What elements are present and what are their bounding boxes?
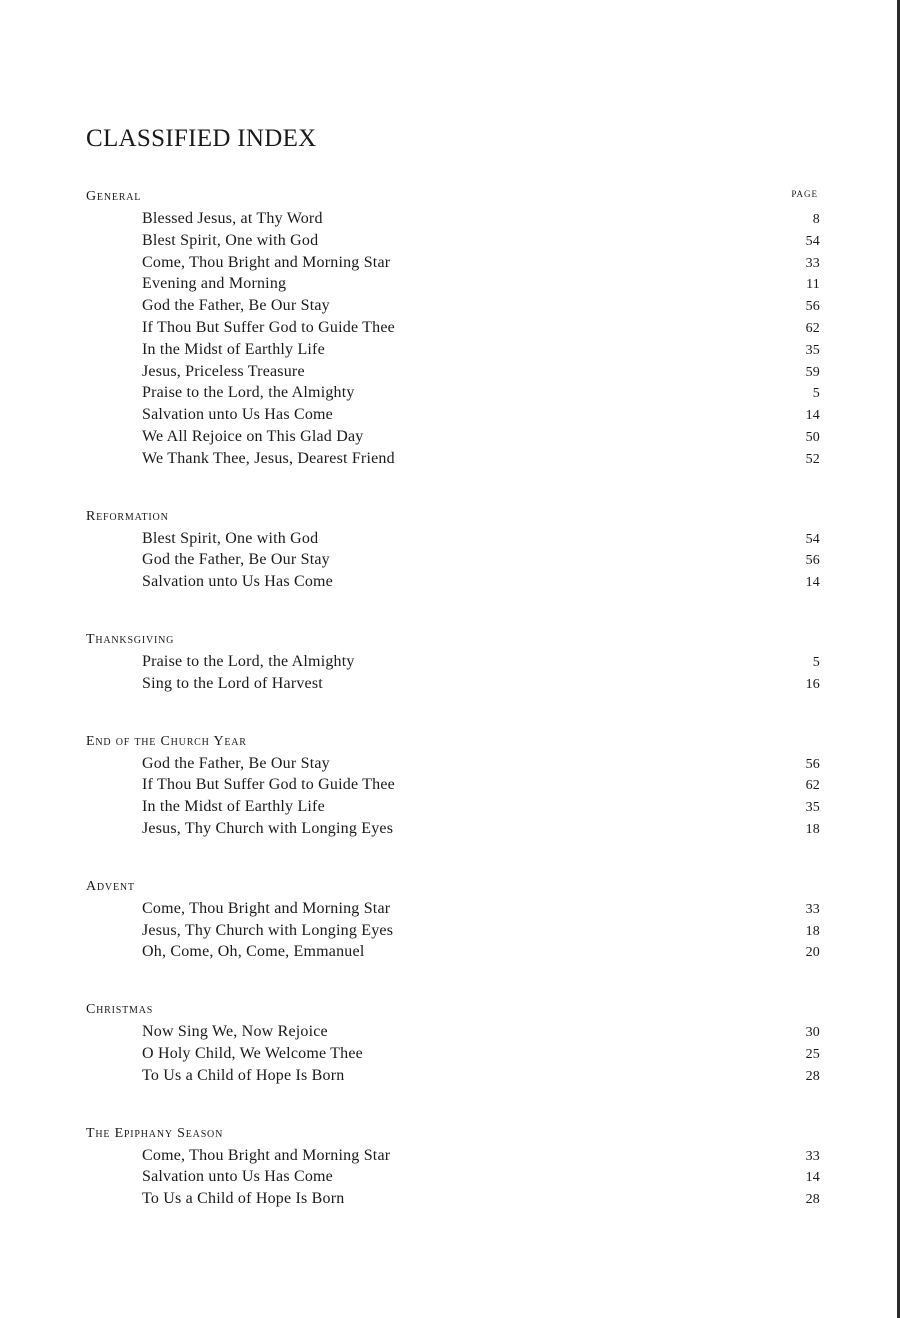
index-entry [86, 317, 826, 339]
hymn-title: Oh, Come, Oh, Come, Emmanuel [142, 943, 365, 961]
index-entry [86, 426, 826, 448]
hymn-title: Evening and Morning [142, 275, 287, 293]
index-section [86, 508, 826, 593]
hymn-title: Blest Spirit, One with God [142, 529, 319, 547]
hymn-title: Jesus, Thy Church with Longing Eyes [142, 819, 394, 837]
page-number: 59 [805, 364, 820, 380]
index-entry [86, 796, 826, 818]
index-entry [86, 651, 826, 673]
index-entry [86, 1166, 826, 1188]
page-number: 54 [805, 531, 820, 547]
page-number: 11 [806, 277, 820, 293]
index-entry [86, 753, 826, 775]
index-section [86, 878, 826, 963]
hymn-title: Praise to the Lord, the Almighty [142, 652, 355, 670]
hymn-title: We All Rejoice on This Glad Day [142, 427, 364, 445]
page-number: 8 [812, 212, 820, 227]
hymn-title: Salvation unto Us Has Come [142, 573, 333, 591]
page-number: 56 [805, 553, 820, 569]
index-entry [86, 898, 826, 920]
page-number: 56 [805, 299, 820, 315]
hymn-title: To Us a Child of Hope Is Born [142, 1066, 345, 1084]
page-number: 50 [805, 429, 820, 445]
index-entry [86, 339, 826, 361]
index-entry [86, 549, 826, 571]
index-entry [86, 1021, 826, 1043]
index-entry [86, 448, 826, 470]
page-number: 33 [805, 901, 820, 917]
index-entry [86, 382, 826, 404]
page-number: 28 [805, 1068, 820, 1084]
hymn-title: Now Sing We, Now Rejoice [142, 1023, 328, 1041]
page-number: 14 [805, 1170, 820, 1186]
index-entry [86, 295, 826, 317]
hymn-title: O Holy Child, We Welcome Thee [142, 1044, 363, 1062]
index-entry [86, 1188, 826, 1210]
section-heading: Thanksgiving [86, 631, 175, 647]
index-entry [86, 774, 826, 796]
hymn-title: Blessed Jesus, at Thy Word [142, 210, 323, 227]
page-number: 16 [805, 676, 820, 692]
index-entry [86, 941, 826, 963]
page-number: 25 [805, 1046, 820, 1062]
index-entry [86, 230, 826, 252]
hymn-title: God the Father, Be Our Stay [142, 754, 330, 772]
index-entry [86, 673, 826, 695]
section-heading: Reformation [86, 508, 169, 524]
hymn-title: In the Midst of Earthly Life [142, 798, 325, 816]
section-heading: General [86, 189, 142, 204]
hymn-title: If Thou But Suffer God to Guide Thee [142, 318, 395, 336]
page-number: 18 [805, 821, 820, 837]
index-entry [86, 361, 826, 383]
hymn-title: Blest Spirit, One with God [142, 231, 319, 249]
classified-index [86, 188, 826, 1210]
page-number: 18 [805, 923, 820, 939]
page-number: 14 [805, 575, 820, 591]
index-entry [86, 1065, 826, 1087]
hymn-title: Sing to the Lord of Harvest [142, 674, 323, 692]
hymn-title: Come, Thou Bright and Morning Star [142, 1146, 391, 1164]
index-entry [86, 920, 826, 942]
page-number: 5 [812, 654, 820, 670]
page-number: 33 [805, 1148, 820, 1164]
hymn-title: In the Midst of Earthly Life [142, 340, 325, 358]
page-number: 20 [805, 945, 820, 961]
section-heading: Christmas [86, 1002, 154, 1018]
hymn-title: Come, Thou Bright and Morning Star [142, 899, 391, 917]
index-section [86, 1001, 826, 1086]
page-number: 28 [805, 1192, 820, 1208]
index-section [86, 733, 826, 840]
page-number: 14 [805, 408, 820, 424]
index-entry [86, 404, 826, 426]
page-number: 35 [805, 342, 820, 358]
index-entry [86, 528, 826, 550]
index-entry [86, 818, 826, 840]
index-section [86, 188, 826, 470]
page-number: 52 [805, 451, 820, 467]
page-number: 62 [805, 778, 820, 794]
page-number: 56 [805, 756, 820, 772]
section-heading: Advent [86, 878, 135, 894]
page-title: CLASSIFIED INDEX [86, 125, 317, 152]
page-number: 33 [805, 255, 820, 271]
page-number: 30 [805, 1025, 820, 1041]
hymn-title: God the Father, Be Our Stay [142, 297, 330, 315]
index-entry [86, 571, 826, 593]
index-entry [86, 252, 826, 274]
hymn-title: Jesus, Priceless Treasure [142, 362, 305, 380]
hymn-title: We Thank Thee, Jesus, Dearest Friend [142, 449, 395, 467]
index-entry [86, 273, 826, 295]
hymn-title: Praise to the Lord, the Almighty [142, 384, 355, 402]
index-entry [86, 1043, 826, 1065]
hymn-title: God the Father, Be Our Stay [142, 551, 330, 569]
page-number: 5 [812, 386, 820, 402]
index-section [86, 1125, 826, 1210]
page-number: 54 [805, 233, 820, 249]
index-entry [86, 208, 826, 230]
hymn-title: Salvation unto Us Has Come [142, 406, 333, 424]
hymn-title: To Us a Child of Hope Is Born [142, 1190, 345, 1208]
section-heading: End of the Church Year [86, 733, 247, 749]
index-entry [86, 1145, 826, 1167]
hymn-title: Come, Thou Bright and Morning Star [142, 253, 391, 271]
hymn-title: Jesus, Thy Church with Longing Eyes [142, 921, 394, 939]
page-number: 35 [805, 800, 820, 816]
hymn-title: If Thou But Suffer God to Guide Thee [142, 776, 395, 794]
page-number: 62 [805, 320, 820, 336]
page-column-label: PAGE [791, 189, 818, 199]
index-section [86, 631, 826, 695]
section-heading: The Epiphany Season [86, 1125, 224, 1141]
hymn-title: Salvation unto Us Has Come [142, 1168, 333, 1186]
